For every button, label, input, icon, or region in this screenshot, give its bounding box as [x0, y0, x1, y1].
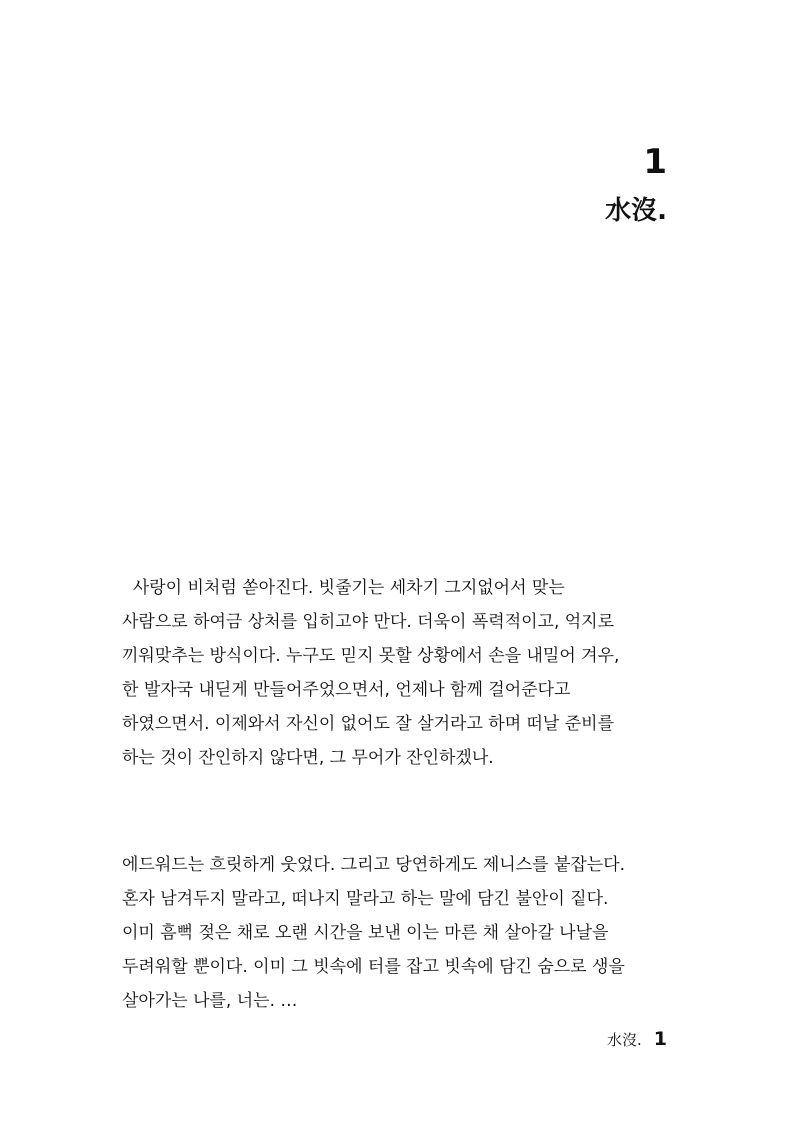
footer-title: 水沒. — [606, 1031, 642, 1049]
paragraph-1-line-3: 끼워맞추는 방식이다. 누구도 믿지 못할 상황에서 손을 내밀어 겨우, — [122, 646, 620, 666]
chapter-title: 水沒. — [605, 196, 667, 226]
paragraph-1-line-6: 하는 것이 잔인하지 않다면, 그 무어가 잔인하겠나. — [122, 748, 494, 768]
paragraph-2-line-1: 에드워드는 흐릿하게 웃었다. 그리고 당연하게도 제니스를 붙잡는다. — [122, 855, 626, 875]
paragraph-2-line-3: 이미 흠뻑 젖은 채로 오랜 시간을 보낸 이는 마른 채 살아갈 나날을 — [122, 923, 609, 943]
paragraph-2-line-2: 혼자 남겨두지 말라고, 떠나지 말라고 하는 말에 담긴 불안이 짙다. — [122, 889, 609, 909]
paragraph-1 — [122, 571, 678, 775]
paragraph-2 — [122, 848, 678, 1018]
page-footer — [607, 1028, 667, 1050]
paragraph-1-line-2: 사람으로 하여금 상처를 입히고야 만다. 더욱이 폭력적이고, 억지로 — [122, 612, 615, 632]
chapter-number: 1 — [643, 142, 667, 182]
paragraph-1-line-4: 한 발자국 내딛게 만들어주었으면서, 언제나 함께 걸어준다고 — [122, 680, 571, 700]
paragraph-1-line-5: 하였으면서. 이제와서 자신이 없어도 잘 살거라고 하며 떠날 준비를 — [122, 714, 615, 734]
paragraph-2-line-5: 살아가는 나를, 너는. … — [122, 991, 298, 1011]
page-number: 1 — [653, 1028, 667, 1050]
paragraph-1-line-1: 사랑이 비처럼 쏟아진다. 빗줄기는 세차기 그지없어서 맞는 — [122, 578, 565, 598]
paragraph-2-line-4: 두려워할 뿐이다. 이미 그 빗속에 터를 잡고 빗속에 담긴 숨으로 생을 — [122, 957, 625, 977]
